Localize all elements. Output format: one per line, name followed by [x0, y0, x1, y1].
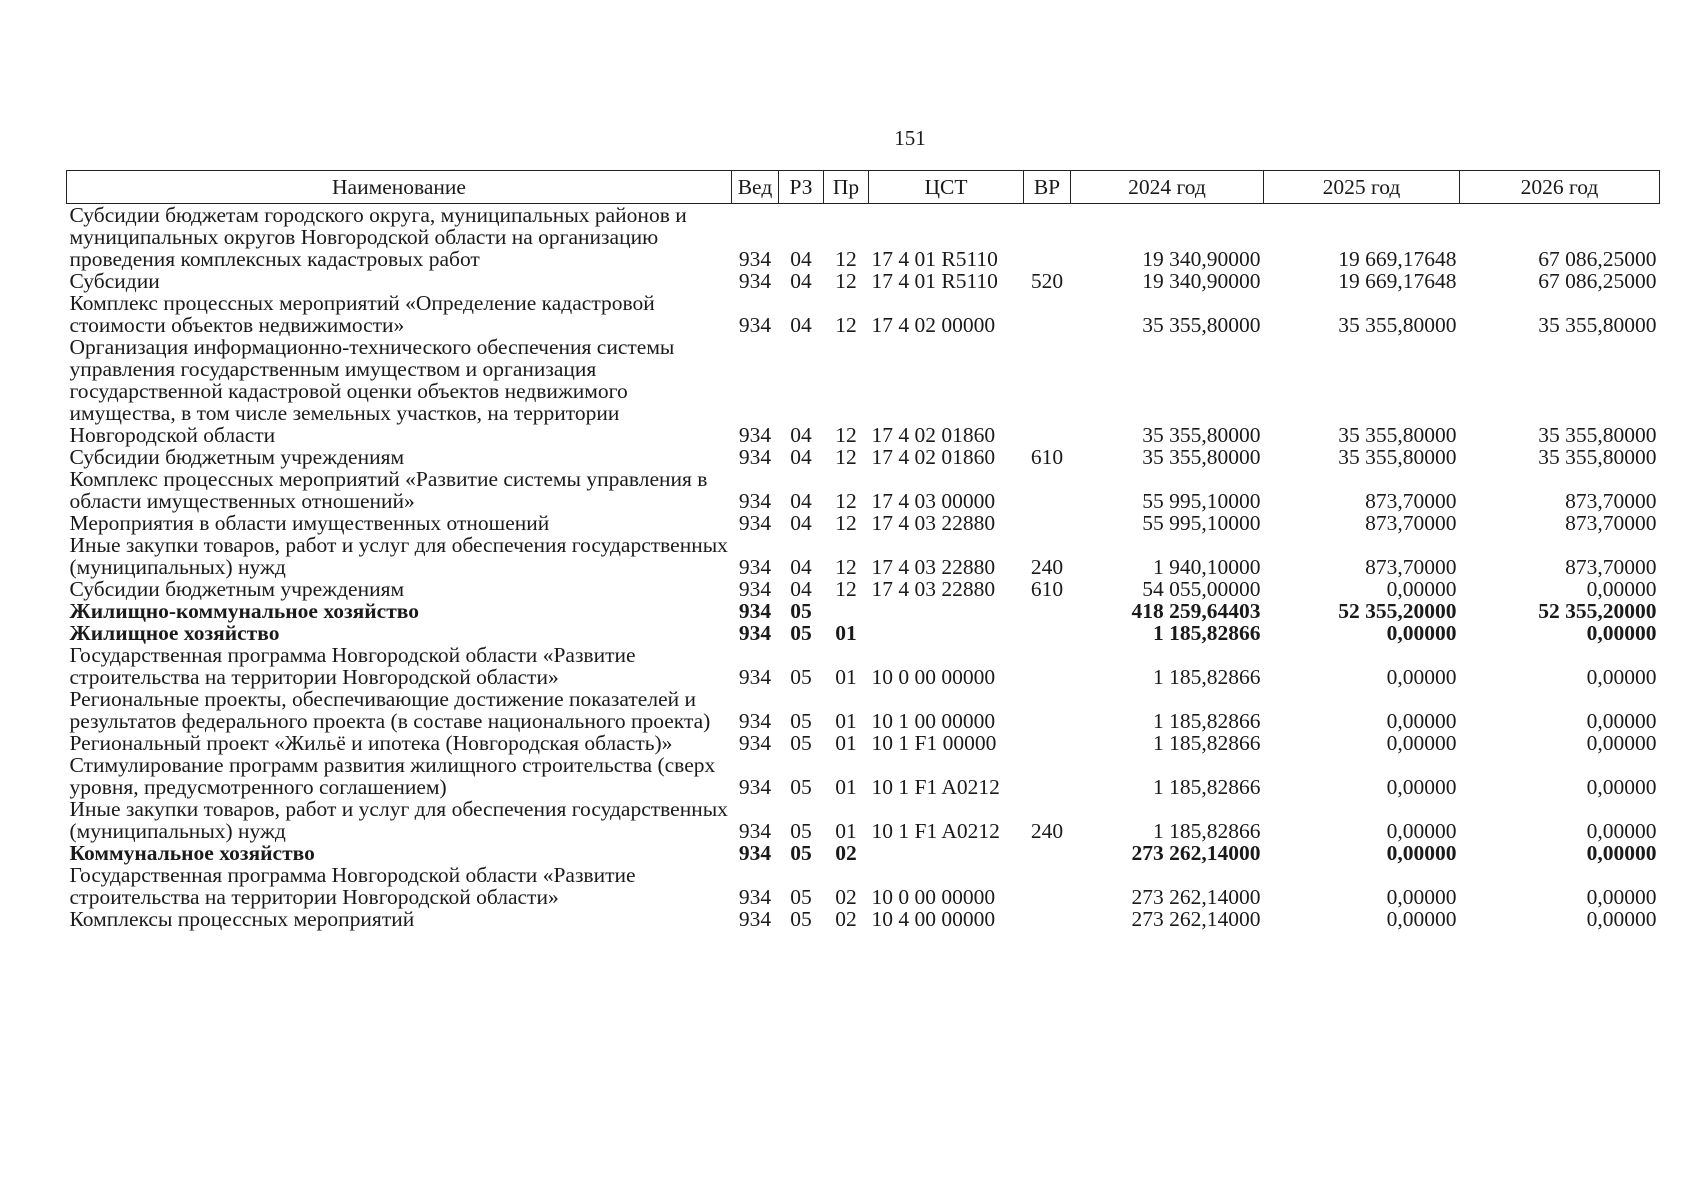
row-value-2024: 1 940,10000 — [1153, 555, 1261, 579]
row-name: Субсидии бюджетным учреждениям — [69, 577, 405, 601]
row-rz: 05 — [790, 885, 812, 909]
row-cst: 17 4 03 22880 — [871, 511, 996, 535]
row-value-2024: 1 185,82866 — [1153, 621, 1261, 645]
row-vr — [1024, 688, 1071, 732]
row-rz: 05 — [790, 819, 812, 843]
row-name: Региональные проекты, обеспечивающие достижение показателей и результатов федерального проекта (в составе национального проекта) — [69, 687, 711, 733]
budget-table — [66, 170, 1660, 930]
row-value-2024: 54 055,00000 — [1142, 577, 1261, 601]
row-cst: 17 4 03 22880 — [871, 555, 996, 579]
table-row — [67, 446, 1660, 468]
row-ved: 934 — [738, 599, 772, 623]
row-name: Стимулирование программ развития жилищного строительства (сверх уровня, предусмотренного соглашением) — [69, 753, 716, 799]
table-row — [67, 688, 1660, 732]
row-value-2024: 35 355,80000 — [1142, 423, 1261, 447]
row-value-2025: 0,00000 — [1386, 907, 1457, 931]
row-value-2024: 1 185,82866 — [1153, 775, 1261, 799]
row-ved: 934 — [738, 445, 772, 469]
row-pr: 12 — [835, 511, 857, 535]
row-value-2025: 52 355,20000 — [1338, 599, 1457, 623]
table-row — [67, 622, 1660, 644]
row-value-2024: 1 185,82866 — [1153, 665, 1261, 689]
row-cst: 17 4 01 R5110 — [871, 247, 998, 271]
table-row — [67, 468, 1660, 512]
row-cst: 10 0 00 00000 — [871, 885, 996, 909]
header-name: Наименование — [67, 171, 732, 204]
row-value-2025: 0,00000 — [1386, 577, 1457, 601]
row-pr: 01 — [835, 621, 857, 645]
row-value-2025: 35 355,80000 — [1338, 423, 1457, 447]
row-value-2026: 0,00000 — [1586, 709, 1657, 733]
row-ved: 934 — [738, 313, 772, 337]
row-name: Комплексы процессных мероприятий — [69, 907, 415, 931]
row-pr: 12 — [835, 445, 857, 469]
row-value-2026: 0,00000 — [1586, 665, 1657, 689]
row-cst: 17 4 02 01860 — [871, 423, 996, 447]
row-cst — [869, 842, 1024, 864]
table-row — [67, 842, 1660, 864]
table-row — [67, 512, 1660, 534]
row-value-2025: 873,70000 — [1365, 555, 1457, 579]
row-ved: 934 — [738, 709, 772, 733]
row-value-2024: 55 995,10000 — [1142, 511, 1261, 535]
row-value-2026: 0,00000 — [1586, 621, 1657, 645]
row-rz: 05 — [790, 621, 812, 645]
row-name: Субсидии бюджетам городского округа, муниципальных районов и муниципальных округов Новгородской области на организацию проведения комплексных кадастровых работ — [69, 203, 687, 271]
table-row — [67, 864, 1660, 908]
row-value-2025: 0,00000 — [1386, 819, 1457, 843]
row-pr: 01 — [835, 819, 857, 843]
row-value-2025: 0,00000 — [1386, 665, 1457, 689]
row-value-2024: 35 355,80000 — [1142, 445, 1261, 469]
row-rz: 04 — [790, 313, 812, 337]
row-pr: 12 — [835, 247, 857, 271]
row-rz: 05 — [790, 731, 812, 755]
row-cst: 17 4 02 00000 — [871, 313, 996, 337]
row-value-2026: 35 355,80000 — [1538, 445, 1657, 469]
row-vr: 240 — [1030, 819, 1064, 843]
row-cst: 10 0 00 00000 — [871, 665, 996, 689]
row-ved: 934 — [738, 841, 772, 865]
row-ved: 934 — [738, 907, 772, 931]
table-row — [67, 204, 1660, 271]
row-vr — [1024, 292, 1071, 336]
table-row — [67, 754, 1660, 798]
row-name: Жилищно-коммунальное хозяйство — [69, 599, 420, 623]
header-2026: 2026 год — [1460, 171, 1660, 204]
row-ved: 934 — [738, 489, 772, 513]
row-pr: 02 — [835, 907, 857, 931]
row-value-2025: 0,00000 — [1386, 621, 1457, 645]
row-value-2024: 55 995,10000 — [1142, 489, 1261, 513]
row-value-2026: 873,70000 — [1565, 555, 1657, 579]
header-2024: 2024 год — [1071, 171, 1264, 204]
row-rz: 04 — [790, 555, 812, 579]
row-value-2025: 19 669,17648 — [1338, 247, 1457, 271]
row-cst: 10 1 F1 A0212 — [871, 775, 1000, 799]
table-header-row — [67, 171, 1660, 204]
row-cst — [869, 600, 1024, 622]
table-row — [67, 292, 1660, 336]
row-name: Государственная программа Новгородской области «Развитие строительства на территории Новгородской области» — [69, 643, 636, 689]
row-value-2026: 67 086,25000 — [1538, 269, 1657, 293]
row-cst: 10 1 F1 00000 — [871, 731, 997, 755]
row-pr: 12 — [835, 313, 857, 337]
table-row — [67, 270, 1660, 292]
row-pr: 12 — [835, 555, 857, 579]
page-number: 151 — [894, 126, 926, 150]
row-cst: 10 1 00 00000 — [871, 709, 996, 733]
row-ved: 934 — [738, 885, 772, 909]
table-row — [67, 908, 1660, 930]
row-ved: 934 — [738, 511, 772, 535]
row-rz: 04 — [790, 445, 812, 469]
row-rz: 04 — [790, 577, 812, 601]
row-value-2025: 0,00000 — [1386, 841, 1457, 865]
row-rz: 05 — [790, 709, 812, 733]
row-name: Жилищное хозяйство — [69, 621, 280, 645]
row-vr — [1024, 622, 1071, 644]
row-value-2025: 35 355,80000 — [1338, 313, 1457, 337]
row-cst: 10 1 F1 A0212 — [871, 819, 1000, 843]
row-ved: 934 — [738, 247, 772, 271]
row-name: Субсидии — [69, 269, 160, 293]
row-value-2026: 52 355,20000 — [1538, 599, 1657, 623]
header-rz: РЗ — [779, 171, 824, 204]
row-cst: 17 4 02 01860 — [871, 445, 996, 469]
table-row — [67, 578, 1660, 600]
row-value-2025: 0,00000 — [1386, 885, 1457, 909]
row-value-2024: 19 340,90000 — [1142, 269, 1261, 293]
row-pr: 12 — [835, 269, 857, 293]
row-value-2026: 35 355,80000 — [1538, 423, 1657, 447]
row-cst: 17 4 01 R5110 — [871, 269, 998, 293]
table-row — [67, 798, 1660, 842]
row-pr: 02 — [835, 885, 857, 909]
row-name: Комплекс процессных мероприятий «Развитие системы управления в области имущественных отношений» — [69, 467, 708, 513]
row-rz: 05 — [790, 841, 812, 865]
row-ved: 934 — [738, 731, 772, 755]
table-body — [67, 204, 1660, 931]
table-row — [67, 534, 1660, 578]
header-vr: ВР — [1024, 171, 1071, 204]
row-value-2024: 418 259,64403 — [1131, 599, 1261, 623]
row-value-2026: 0,00000 — [1586, 577, 1657, 601]
row-rz: 05 — [790, 599, 812, 623]
row-vr — [1024, 336, 1071, 446]
row-value-2024: 273 262,14000 — [1131, 841, 1261, 865]
row-rz: 04 — [790, 511, 812, 535]
row-ved: 934 — [738, 577, 772, 601]
row-vr — [1024, 732, 1071, 754]
row-vr — [1024, 842, 1071, 864]
row-value-2025: 0,00000 — [1386, 731, 1457, 755]
row-name: Коммунальное хозяйство — [69, 841, 315, 865]
header-2025: 2025 год — [1264, 171, 1460, 204]
row-value-2024: 273 262,14000 — [1131, 885, 1261, 909]
row-value-2026: 0,00000 — [1586, 819, 1657, 843]
row-name: Субсидии бюджетным учреждениям — [69, 445, 405, 469]
row-value-2025: 0,00000 — [1386, 709, 1457, 733]
row-ved: 934 — [738, 775, 772, 799]
row-rz: 04 — [790, 489, 812, 513]
table-row — [67, 600, 1660, 622]
row-value-2024: 19 340,90000 — [1142, 247, 1261, 271]
row-rz: 04 — [790, 269, 812, 293]
row-vr — [1024, 600, 1071, 622]
row-value-2026: 0,00000 — [1586, 907, 1657, 931]
row-ved: 934 — [738, 665, 772, 689]
row-ved: 934 — [738, 423, 772, 447]
row-vr — [1024, 204, 1071, 271]
row-rz: 04 — [790, 247, 812, 271]
row-pr: 12 — [835, 489, 857, 513]
row-value-2026: 0,00000 — [1586, 885, 1657, 909]
row-ved: 934 — [738, 621, 772, 645]
row-cst — [869, 622, 1024, 644]
row-value-2026: 873,70000 — [1565, 489, 1657, 513]
row-value-2025: 873,70000 — [1365, 489, 1457, 513]
row-rz: 04 — [790, 423, 812, 447]
row-value-2025: 35 355,80000 — [1338, 445, 1457, 469]
row-value-2024: 35 355,80000 — [1142, 313, 1261, 337]
row-value-2026: 0,00000 — [1586, 775, 1657, 799]
table-row — [67, 644, 1660, 688]
header-ved: Вед — [732, 171, 779, 204]
row-value-2025: 19 669,17648 — [1338, 269, 1457, 293]
table-row — [67, 732, 1660, 754]
row-name: Государственная программа Новгородской области «Развитие строительства на территории Новгородской области» — [69, 863, 636, 909]
row-pr: 12 — [835, 423, 857, 447]
table-row — [67, 336, 1660, 446]
header-pr: Пр — [824, 171, 869, 204]
row-vr: 520 — [1030, 269, 1064, 293]
row-value-2024: 1 185,82866 — [1153, 819, 1261, 843]
row-rz: 05 — [790, 665, 812, 689]
row-rz: 05 — [790, 907, 812, 931]
row-cst: 17 4 03 22880 — [871, 577, 996, 601]
row-ved: 934 — [738, 555, 772, 579]
row-pr: 01 — [835, 709, 857, 733]
row-value-2026: 873,70000 — [1565, 511, 1657, 535]
row-vr: 610 — [1030, 577, 1064, 601]
row-value-2026: 0,00000 — [1586, 841, 1657, 865]
row-value-2024: 273 262,14000 — [1131, 907, 1261, 931]
row-vr — [1024, 864, 1071, 908]
row-name: Организация информационно-технического обеспечения системы управления государственным имуществом и организация государственной кадастровой оценки объектов недвижимого имущества, в том числе земельных участков, на территории Новгородской области — [69, 335, 675, 447]
row-ved: 934 — [738, 269, 772, 293]
row-pr: 12 — [835, 577, 857, 601]
row-ved: 934 — [738, 819, 772, 843]
row-cst: 17 4 03 00000 — [871, 489, 996, 513]
row-vr — [1024, 908, 1071, 930]
row-value-2024: 1 185,82866 — [1153, 731, 1261, 755]
row-vr: 610 — [1030, 445, 1064, 469]
row-pr — [824, 600, 869, 622]
row-pr: 01 — [835, 731, 857, 755]
row-value-2024: 1 185,82866 — [1153, 709, 1261, 733]
row-value-2026: 67 086,25000 — [1538, 247, 1657, 271]
row-name: Комплекс процессных мероприятий «Определение кадастровой стоимости объектов недвижимости» — [69, 291, 655, 337]
row-pr: 01 — [835, 775, 857, 799]
row-vr — [1024, 512, 1071, 534]
row-name: Региональный проект «Жильё и ипотека (Новгородская область)» — [69, 731, 673, 755]
row-name: Иные закупки товаров, работ и услуг для обеспечения государственных (муниципальных) нужд — [69, 533, 728, 579]
header-cst: ЦСТ — [869, 171, 1024, 204]
row-cst: 10 4 00 00000 — [871, 907, 996, 931]
row-vr — [1024, 468, 1071, 512]
row-vr — [1024, 754, 1071, 798]
row-value-2026: 35 355,80000 — [1538, 313, 1657, 337]
row-pr: 01 — [835, 665, 857, 689]
row-vr — [1024, 644, 1071, 688]
row-name: Мероприятия в области имущественных отношений — [69, 511, 550, 535]
row-value-2025: 873,70000 — [1365, 511, 1457, 535]
row-pr: 02 — [835, 841, 857, 865]
row-name: Иные закупки товаров, работ и услуг для обеспечения государственных (муниципальных) нужд — [69, 797, 728, 843]
row-value-2025: 0,00000 — [1386, 775, 1457, 799]
row-rz: 05 — [790, 775, 812, 799]
row-vr: 240 — [1030, 555, 1064, 579]
row-value-2026: 0,00000 — [1586, 731, 1657, 755]
